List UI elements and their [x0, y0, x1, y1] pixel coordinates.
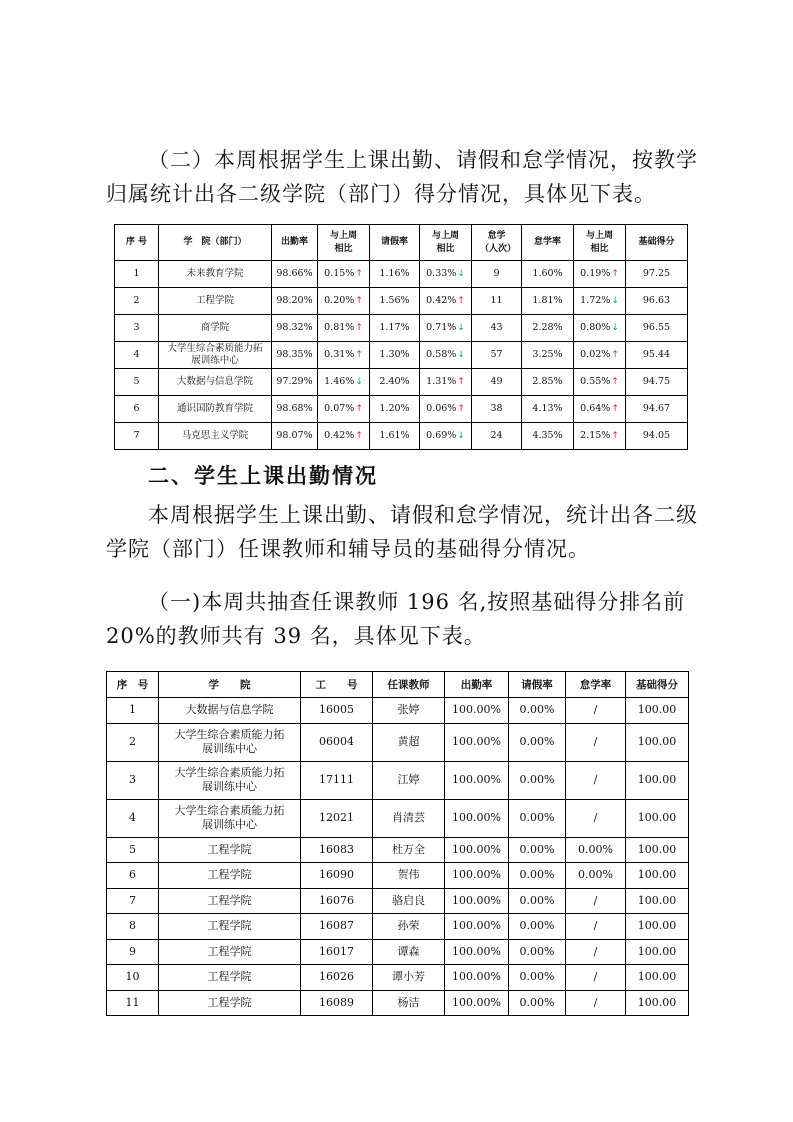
table1-cell-text: 24: [490, 430, 503, 441]
table2-cell: 100.00: [626, 799, 689, 837]
table1-cell-text: 3.25%: [532, 349, 563, 360]
table2-cell: 100.00: [626, 914, 689, 940]
table2-cell: 0.00%: [509, 990, 566, 1016]
table2-cell: 16083: [301, 837, 373, 863]
table2-cell: 谭森: [373, 939, 445, 965]
table1-cell: [626, 315, 688, 342]
table1-cell: [272, 288, 318, 315]
table2-cell: /: [566, 990, 626, 1016]
table1-cell: [574, 342, 626, 369]
table2-row: [107, 939, 689, 965]
table1-cell-text: 0.80%: [580, 322, 611, 333]
table2-cell: 工程学院: [159, 990, 301, 1016]
table1-cell: [318, 288, 370, 315]
table2-header: 工 号: [301, 672, 373, 698]
table1-cell: [272, 423, 318, 450]
table2-cell: 工程学院: [159, 837, 301, 863]
table2-cell: 0.00%: [509, 888, 566, 914]
table1-cell-text: 2: [133, 295, 140, 306]
table1-cell-text: 4.35%: [532, 430, 563, 441]
table1-cell: [370, 288, 420, 315]
table2-row: [107, 698, 689, 724]
table1-cell-text: 0.06%: [426, 403, 457, 414]
table2-cell: 大学生综合素质能力拓展训练中心: [159, 723, 301, 761]
table1-cell: [420, 288, 472, 315]
table2-header-row: [107, 672, 689, 698]
table2-header: 出勤率: [445, 672, 509, 698]
arrow-up-icon: ↑: [355, 431, 363, 441]
table1-cell-text: 97.29%: [276, 376, 313, 387]
table1-cell: [272, 369, 318, 396]
table2-header: 任课教师: [373, 672, 445, 698]
table2-cell: 100.00%: [445, 799, 509, 837]
table2-cell: 100.00: [626, 761, 689, 799]
table1-cell: [522, 342, 574, 369]
table1-cell-text: 3: [133, 322, 140, 333]
table1-cell-text: 98.32%: [276, 322, 313, 333]
table1-header: 怠学率: [522, 225, 574, 261]
table2-cell: 100.00: [626, 698, 689, 724]
table1-cell-text: 0.33%: [426, 268, 457, 279]
table1-cell: [370, 342, 420, 369]
table2-cell: 12021: [301, 799, 373, 837]
table1-cell-text: 0.31%: [324, 349, 355, 360]
table1-cell-text: 95.44: [642, 349, 671, 360]
table1-cell: [370, 396, 420, 423]
table2-cell: 8: [107, 914, 159, 940]
table2-cell: 杜万全: [373, 837, 445, 863]
table2-cell: 0.00%: [509, 761, 566, 799]
table2-header: 怠学率: [566, 672, 626, 698]
table1-cell-text: 0.19%: [580, 268, 611, 279]
table1-cell-text: 98.20%: [276, 295, 313, 306]
table1-cell-text: 0.64%: [580, 403, 611, 414]
table1-cell-text: 49: [490, 376, 503, 387]
table2-cell: 100.00%: [445, 698, 509, 724]
table1-cell: [472, 369, 522, 396]
table2-cell: 0.00%: [509, 939, 566, 965]
table1-cell-text: 1.46%: [324, 376, 355, 387]
arrow-down-icon: ↓: [457, 269, 465, 279]
arrow-up-icon: ↑: [611, 431, 619, 441]
table1-cell: [522, 423, 574, 450]
table2-cell: 100.00%: [445, 863, 509, 889]
table1-cell-text: 0.69%: [426, 430, 457, 441]
table1-cell-text: 4: [133, 349, 140, 360]
table2-cell: 0.00%: [509, 965, 566, 991]
arrow-up-icon: ↑: [355, 323, 363, 333]
table1-cell-text: 1.17%: [379, 322, 410, 333]
arrow-up-icon: ↑: [457, 377, 465, 387]
table2-row: [107, 723, 689, 761]
table2-cell: 江婷: [373, 761, 445, 799]
table1-cell-text: 43: [490, 322, 503, 333]
table1-cell-text: 0.02%: [580, 349, 611, 360]
table2-cell: 2: [107, 723, 159, 761]
table1-cell-text: 0.07%: [324, 403, 355, 414]
arrow-up-icon: ↑: [611, 269, 619, 279]
table2-cell: 10: [107, 965, 159, 991]
table1-cell-text: 1.60%: [532, 268, 563, 279]
table1-cell: [318, 369, 370, 396]
table1-cell: [370, 423, 420, 450]
table2-cell: 100.00%: [445, 990, 509, 1016]
arrow-up-icon: ↑: [611, 350, 619, 360]
table1-cell: [472, 423, 522, 450]
table2-cell: 100.00: [626, 888, 689, 914]
table1-cell-text: 9: [493, 268, 500, 279]
table1-cell: [115, 423, 159, 450]
table2-row: [107, 837, 689, 863]
table1-cell-text: 2.28%: [532, 322, 563, 333]
table2-cell: 孙荣: [373, 914, 445, 940]
table1-cell-text: 1: [133, 268, 140, 279]
table1-header-row: [115, 225, 688, 261]
table1-cell-text: 38: [490, 403, 503, 414]
table2-cell: /: [566, 939, 626, 965]
table1-header: 序 号: [115, 225, 159, 261]
table2-header: 序 号: [107, 672, 159, 698]
table1-cell-text: 未来教育学院: [186, 268, 244, 279]
table1-cell: [420, 261, 472, 288]
table1-cell: [159, 423, 272, 450]
arrow-down-icon: ↓: [457, 323, 465, 333]
table1-cell: [574, 423, 626, 450]
table1-cell: [472, 396, 522, 423]
table1-cell: [159, 315, 272, 342]
table2-cell: 0.00%: [509, 799, 566, 837]
table1-header: 基础得分: [626, 225, 688, 261]
table1-cell: [472, 288, 522, 315]
table1-cell-text: 4.13%: [532, 403, 563, 414]
table1-row: [115, 423, 688, 450]
table1-cell-text: 大学生综合素质能力拓展训练中心: [167, 343, 263, 366]
table1-cell: [472, 342, 522, 369]
table1-cell: [472, 315, 522, 342]
table2-cell: 100.00: [626, 863, 689, 889]
table2-cell: 0.00%: [509, 914, 566, 940]
table1-cell: [318, 261, 370, 288]
table2-cell: 大学生综合素质能力拓展训练中心: [159, 799, 301, 837]
table1-cell: [159, 261, 272, 288]
table2-cell: 张婷: [373, 698, 445, 724]
table2-cell: 100.00%: [445, 837, 509, 863]
table1-cell: [318, 396, 370, 423]
table1-cell-text: 94.67: [642, 403, 671, 414]
table2-cell: 100.00%: [445, 888, 509, 914]
table2-cell: 100.00%: [445, 723, 509, 761]
table2-header: 请假率: [509, 672, 566, 698]
table2-cell: 17111: [301, 761, 373, 799]
table1-cell-text: 0.55%: [580, 376, 611, 387]
table2-cell: 100.00%: [445, 761, 509, 799]
table1-cell-text: 11: [490, 295, 503, 306]
arrow-down-icon: ↓: [611, 323, 619, 333]
table2-cell: 工程学院: [159, 914, 301, 940]
table1-cell-text: 98.07%: [276, 430, 313, 441]
table1-cell-text: 5: [133, 376, 140, 387]
table2-row: [107, 863, 689, 889]
table2-cell: 大数据与信息学院: [159, 698, 301, 724]
table2-cell: 工程学院: [159, 888, 301, 914]
table2-row: [107, 799, 689, 837]
table1-cell-text: 1.72%: [580, 295, 611, 306]
table1-cell: [626, 288, 688, 315]
table1-cell: [159, 342, 272, 369]
table2-row: [107, 761, 689, 799]
table1-cell-text: 96.55: [642, 322, 671, 333]
table1-header: 请假率: [370, 225, 420, 261]
table2-cell: 工程学院: [159, 863, 301, 889]
table1-cell-text: 98.68%: [276, 403, 313, 414]
department-score-table: [114, 224, 688, 450]
table1-cell-text: 0.20%: [324, 295, 355, 306]
table1-cell: [272, 396, 318, 423]
teacher-sample-paragraph: （一)本周共抽查任课教师 196 名,按照基础得分排名前 20%的教师共有 39 名，具体见下表。: [106, 590, 686, 648]
table2-cell: 16005: [301, 698, 373, 724]
table1-cell: [574, 315, 626, 342]
table2-cell: 5: [107, 837, 159, 863]
table1-cell: [318, 315, 370, 342]
table1-cell-text: 2.85%: [532, 376, 563, 387]
table2-cell: 肖清芸: [373, 799, 445, 837]
table1-cell: [420, 315, 472, 342]
table2-cell: 16087: [301, 914, 373, 940]
teacher-score-table: [106, 671, 689, 1016]
table1-cell-text: 0.58%: [426, 349, 457, 360]
table1-cell: [626, 342, 688, 369]
table2-row: [107, 965, 689, 991]
table1-cell: [272, 315, 318, 342]
table1-cell: [574, 369, 626, 396]
table1-row: [115, 342, 688, 369]
table2-cell: /: [566, 698, 626, 724]
table2-cell: /: [566, 888, 626, 914]
table1-cell: [115, 261, 159, 288]
table1-cell: [318, 423, 370, 450]
arrow-up-icon: ↑: [611, 404, 619, 414]
table1-cell-text: 0.81%: [324, 322, 355, 333]
arrow-down-icon: ↓: [611, 296, 619, 306]
table1-cell: [272, 342, 318, 369]
table1-row: [115, 288, 688, 315]
table2-cell: 0.00%: [509, 863, 566, 889]
table1-row: [115, 261, 688, 288]
table1-cell: [420, 396, 472, 423]
table1-cell: [626, 369, 688, 396]
table1-header: 与上周相比: [574, 225, 626, 261]
table1-cell: [272, 261, 318, 288]
table1-cell-text: 商学院: [200, 322, 230, 333]
table1-cell: [115, 342, 159, 369]
table2-cell: 100.00: [626, 939, 689, 965]
table1-cell-text: 2.40%: [379, 376, 410, 387]
table1-header: 与上周相比: [420, 225, 472, 261]
table2-cell: 黄超: [373, 723, 445, 761]
table1-cell: [574, 261, 626, 288]
arrow-up-icon: ↑: [355, 269, 363, 279]
table1-cell: [115, 369, 159, 396]
table1-cell-text: 1.20%: [379, 403, 410, 414]
table2-cell: 3: [107, 761, 159, 799]
table1-header: 学 院（部门）: [159, 225, 272, 261]
table1-cell: [370, 369, 420, 396]
table1-cell-text: 1.31%: [426, 376, 457, 387]
table1-cell: [626, 261, 688, 288]
table1-cell: [574, 396, 626, 423]
table2-row: [107, 888, 689, 914]
table1-cell-text: 96.63: [642, 295, 671, 306]
arrow-up-icon: ↑: [355, 350, 363, 360]
table1-cell-text: 6: [133, 403, 140, 414]
table2-cell: 16026: [301, 965, 373, 991]
table1-cell: [522, 288, 574, 315]
table2-cell: 100.00%: [445, 939, 509, 965]
table1-cell: [115, 315, 159, 342]
table1-row: [115, 369, 688, 396]
section-heading-attendance: 二、学生上课出勤情况: [148, 464, 378, 488]
table2-cell: /: [566, 761, 626, 799]
arrow-up-icon: ↑: [457, 296, 465, 306]
table1-cell-text: 0.42%: [324, 430, 355, 441]
table2-cell: 0.00%: [566, 863, 626, 889]
table2-cell: /: [566, 965, 626, 991]
table1-cell-text: 98.66%: [276, 268, 313, 279]
table2-cell: 贺伟: [373, 863, 445, 889]
table1-cell-text: 97.25: [642, 268, 671, 279]
table2-cell: /: [566, 799, 626, 837]
table1-cell: [159, 369, 272, 396]
table1-cell: [522, 315, 574, 342]
table2-cell: 工程学院: [159, 939, 301, 965]
table2-cell: 06004: [301, 723, 373, 761]
table2-cell: 9: [107, 939, 159, 965]
table1-cell-text: 57: [490, 349, 503, 360]
table2-cell: 0.00%: [509, 698, 566, 724]
table2-row: [107, 914, 689, 940]
table1-cell: [626, 423, 688, 450]
arrow-up-icon: ↑: [355, 404, 363, 414]
table1-cell: [522, 369, 574, 396]
table1-cell-text: 1.81%: [532, 295, 563, 306]
table2-row: [107, 990, 689, 1016]
table1-cell: [420, 369, 472, 396]
table1-cell: [574, 288, 626, 315]
table1-cell-text: 7: [133, 430, 140, 441]
table2-cell: 100.00: [626, 837, 689, 863]
table2-cell: 100.00: [626, 965, 689, 991]
table1-cell: [420, 423, 472, 450]
intro-paragraph-teachers: 本周根据学生上课出勤、请假和怠学情况，统计出各二级学院（部门）任课教师和辅导员的基础得分情况。: [106, 503, 698, 561]
table2-cell: 0.00%: [566, 837, 626, 863]
table1-cell-text: 94.75: [642, 376, 671, 387]
table2-cell: 100.00%: [445, 965, 509, 991]
table2-cell: 16017: [301, 939, 373, 965]
table1-cell-text: 94.05: [642, 430, 671, 441]
arrow-up-icon: ↑: [457, 404, 465, 414]
table1-cell-text: 工程学院: [195, 295, 234, 306]
table1-cell-text: 98.35%: [276, 349, 313, 360]
table2-cell: 6: [107, 863, 159, 889]
table1-cell-text: 大数据与信息学院: [176, 376, 253, 387]
arrow-down-icon: ↓: [457, 431, 465, 441]
table1-cell-text: 0.71%: [426, 322, 457, 333]
table1-cell: [318, 342, 370, 369]
table2-cell: 工程学院: [159, 965, 301, 991]
table1-cell-text: 1.16%: [379, 268, 410, 279]
table2-cell: 100.00%: [445, 914, 509, 940]
arrow-down-icon: ↓: [457, 350, 465, 360]
table2-cell: 1: [107, 698, 159, 724]
table1-header: 出勤率: [272, 225, 318, 261]
table2-cell: 杨洁: [373, 990, 445, 1016]
table1-cell: [159, 288, 272, 315]
table2-header: 学 院: [159, 672, 301, 698]
table1-header: 怠学（人次）: [472, 225, 522, 261]
table1-cell-text: 0.42%: [426, 295, 457, 306]
table2-header: 基础得分: [626, 672, 689, 698]
table1-cell: [522, 396, 574, 423]
table1-cell: [472, 261, 522, 288]
table2-cell: /: [566, 914, 626, 940]
table1-header: 与上周相比: [318, 225, 370, 261]
table1-cell-text: 通识国防教育学院: [176, 403, 253, 414]
table2-cell: 100.00: [626, 990, 689, 1016]
table2-cell: 7: [107, 888, 159, 914]
table1-cell: [159, 396, 272, 423]
table1-row: [115, 396, 688, 423]
table1-cell-text: 0.15%: [324, 268, 355, 279]
table2-cell: 4: [107, 799, 159, 837]
table2-cell: 大学生综合素质能力拓展训练中心: [159, 761, 301, 799]
table1-cell-text: 2.15%: [580, 430, 611, 441]
table1-cell: [370, 315, 420, 342]
table2-cell: 16090: [301, 863, 373, 889]
table2-cell: 谭小芳: [373, 965, 445, 991]
table2-cell: 11: [107, 990, 159, 1016]
table2-cell: 0.00%: [509, 837, 566, 863]
table1-row: [115, 315, 688, 342]
table2-cell: 100.00: [626, 723, 689, 761]
intro-paragraph-dept: （二）本周根据学生上课出勤、请假和怠学情况，按教学归属统计出各二级学院（部门）得分情况，具体见下表。: [106, 148, 698, 206]
arrow-up-icon: ↑: [355, 296, 363, 306]
table1-cell: [522, 261, 574, 288]
table1-cell-text: 1.30%: [379, 349, 410, 360]
table2-cell: /: [566, 723, 626, 761]
arrow-up-icon: ↑: [611, 377, 619, 387]
table2-cell: 16076: [301, 888, 373, 914]
table2-cell: 16089: [301, 990, 373, 1016]
table1-cell-text: 1.56%: [379, 295, 410, 306]
table1-cell-text: 马克思主义学院: [181, 430, 249, 441]
table2-cell: 骆启良: [373, 888, 445, 914]
table1-cell: [420, 342, 472, 369]
table1-cell-text: 1.61%: [379, 430, 410, 441]
table1-cell: [115, 396, 159, 423]
table2-cell: 0.00%: [509, 723, 566, 761]
table1-cell: [115, 288, 159, 315]
table1-cell: [370, 261, 420, 288]
arrow-down-icon: ↓: [355, 377, 363, 387]
table1-cell: [626, 396, 688, 423]
